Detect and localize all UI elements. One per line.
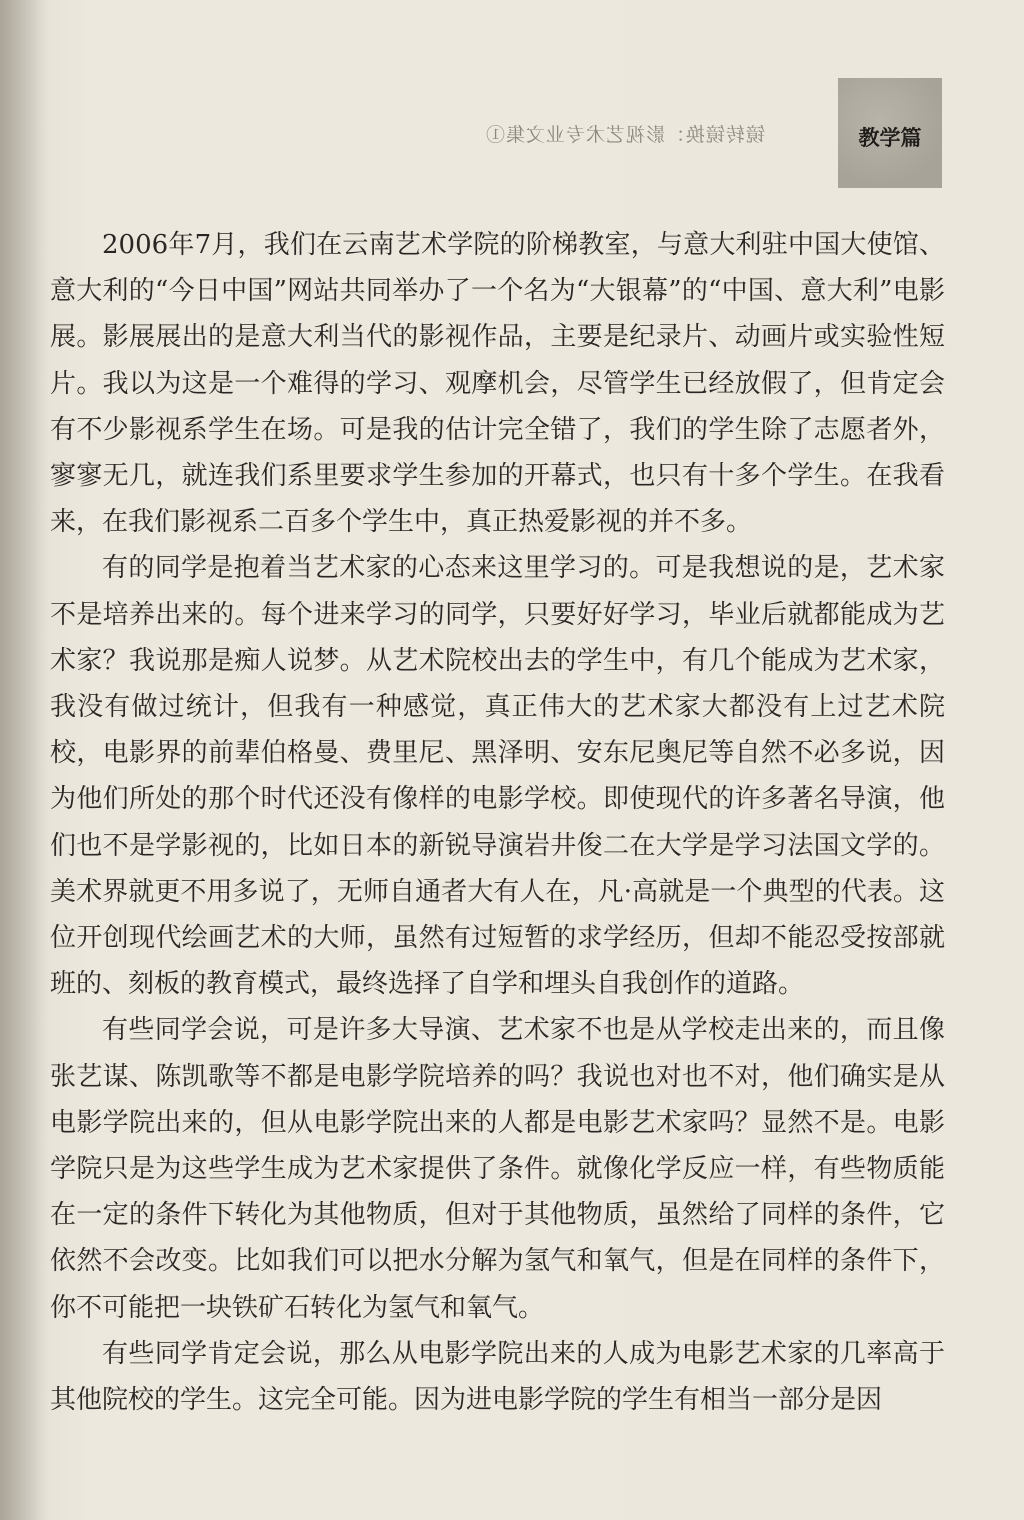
binding-shadow: [0, 0, 48, 1520]
paragraph: 2006年7月，我们在云南艺术学院的阶梯教室，与意大利驻中国大使馆、意大利的“今日中国”网站共同举办了一个名为“大银幕”的“中国、意大利”电影展。影展展出的是意大利当代的影视作品，主要是纪录片、动画片或实验性短片。我以为这是一个难得的学习、观摩机会，尽管学生已经放假了，但肯定会有不少影视系学生在场。可是我的估计完全错了，我们的学生除了志愿者外，寥寥无几，就连我们系里要求学生参加的开幕式，也只有十多个学生。在我看来，在我们影视系二百多个学生中，真正热爱影视的并不多。: [50, 230, 945, 538]
running-head: 镜转镜换：影视艺术专业文集①: [485, 124, 766, 146]
paragraph: 有些同学会说，可是许多大导演、艺术家不也是从学校走出来的，而且像张艺谋、陈凯歌等不都是电影学院培养的吗？我说也对也不对，他们确实是从电影学院出来的，但从电影学院出来的人都是电影艺术家吗？显然不是。电影学院只是为这些学生成为艺术家提供了条件。就像化学反应一样，有些物质能在一定的条件下转化为其他物质，但对于其他物质，虽然给了同样的条件，它依然不会改变。比如我们可以把水分解为氢气和氧气，但是在同样的条件下，你不可能把一块铁矿石转化为氢气和氧气。: [50, 1015, 945, 1323]
body-text: [50, 222, 945, 1423]
paragraph: 有些同学肯定会说，那么从电影学院出来的人成为电影艺术家的几率高于其他院校的学生。这完全可能。因为进电影学院的学生有相当一部分是因: [50, 1338, 945, 1416]
section-label: 教学篇: [858, 126, 922, 150]
paragraph: 有的同学是抱着当艺术家的心态来这里学习的。可是我想说的是，艺术家不是培养出来的。每个进来学习的同学，只要好好学习，毕业后就都能成为艺术家？我说那是痴人说梦。从艺术院校出去的学生中，有几个能成为艺术家，我没有做过统计，但我有一种感觉，真正伟大的艺术家大都没有上过艺术院校，电影界的前辈伯格曼、费里尼、黑泽明、安东尼奥尼等自然不必多说，因为他们所处的那个时代还没有像样的电影学校。即使现代的许多著名导演，他们也不是学影视的，比如日本的新锐导演岩井俊二在大学是学习法国文学的。美术界就更不用多说了，无师自通者大有人在，凡·高就是一个典型的代表。这位开创现代绘画艺术的大师，虽然有过短暂的求学经历，但却不能忍受按部就班的、刻板的教育模式，最终选择了自学和埋头自我创作的道路。: [50, 553, 945, 1000]
page-header: [0, 0, 1024, 190]
section-tab: [838, 78, 942, 188]
